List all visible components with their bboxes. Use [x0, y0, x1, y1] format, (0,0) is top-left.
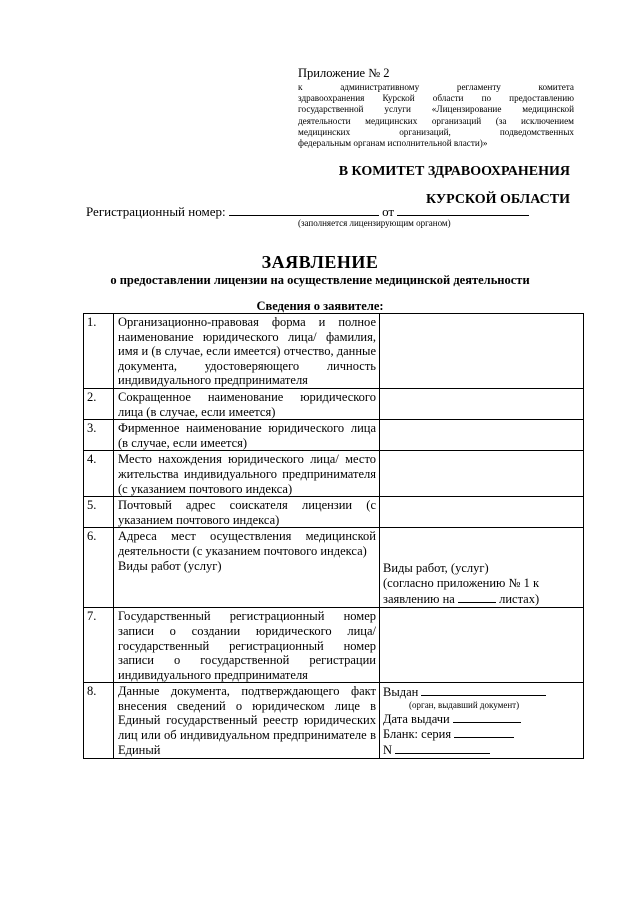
row-number: 7.: [84, 608, 114, 683]
row-number: 5.: [84, 497, 114, 528]
table-row: [84, 683, 584, 758]
work-types-note: [383, 561, 580, 607]
row-description-text: Адреса мест осуществления медицинской деятельности (с указанием почтового индекса): [118, 529, 376, 558]
form-number-label: N: [383, 743, 393, 758]
issue-date-line: [383, 711, 580, 727]
appendix-line: здравоохранения Курской области по предоставлению: [298, 93, 574, 104]
registration-number-field[interactable]: [229, 203, 379, 216]
form-number-line: [383, 742, 580, 758]
form-series-line: [383, 726, 580, 742]
table-row: [84, 420, 584, 451]
work-types-line-3: [383, 591, 580, 607]
row-number: 8.: [84, 683, 114, 758]
appendix-line: федеральным органам исполнительной власти)»: [298, 138, 488, 149]
table-row: [84, 314, 584, 389]
row-description: Фирменное наименование юридического лица (в случае, если имеется): [114, 420, 380, 451]
row-value-field[interactable]: [380, 451, 584, 497]
sheet-count-field[interactable]: [458, 591, 496, 603]
issued-note: (орган, выдавший документ): [409, 699, 520, 710]
issue-date-label: Дата выдачи: [383, 711, 450, 726]
form-series-field[interactable]: [454, 726, 514, 738]
addressee-line-2: КУРСКОЙ ОБЛАСТИ: [425, 192, 570, 207]
row-value-field[interactable]: [380, 314, 584, 389]
table-row: [84, 497, 584, 528]
appendix-line: медицинских организаций, подведомственных: [298, 126, 574, 137]
row-number: 4.: [84, 451, 114, 497]
row-description: Почтовый адрес соискателя лицензии (с указанием почтового индекса): [114, 497, 380, 528]
row-description: Место нахождения юридического лица/ место жительства индивидуального предпринимателя (с указанием почтового индекса): [114, 451, 380, 497]
row-value-field[interactable]: [380, 497, 584, 528]
row-value-field[interactable]: [380, 528, 584, 608]
registration-from-label: от: [382, 204, 395, 219]
appendix-block: [298, 66, 574, 149]
appendix-line: государственной услуги «Лицензирование медицинской: [298, 104, 574, 115]
appendix-title: Приложение № 2: [298, 66, 390, 80]
document-title: ЗАЯВЛЕНИЕ: [261, 252, 379, 272]
appendix-line: к административному регламенту комитета: [298, 82, 574, 92]
document-subtitle: о предоставлении лицензии на осуществление медицинской деятельности: [110, 273, 530, 287]
table-row: [84, 451, 584, 497]
registration-label: Регистрационный номер:: [86, 204, 226, 219]
work-types-line-1: Виды работ, (услуг): [383, 561, 489, 576]
row-number: 3.: [84, 420, 114, 451]
applicant-table: [83, 313, 584, 759]
work-types-prefix: заявлению на: [383, 592, 455, 607]
appendix-line: деятельности медицинских организаций (за исключением: [298, 115, 574, 126]
row-value-field[interactable]: [380, 608, 584, 683]
form-number-field[interactable]: [395, 742, 490, 754]
table-row: [84, 388, 584, 419]
work-types-suffix: листах): [499, 592, 540, 607]
issue-date-field[interactable]: [453, 711, 521, 723]
table-row: [84, 608, 584, 683]
row-value-field[interactable]: [380, 388, 584, 419]
issued-line: [383, 684, 580, 700]
table-row: [84, 528, 584, 608]
row-description: Сокращенное наименование юридического лица (в случае, если имеется): [114, 388, 380, 419]
registration-note: (заполняется лицензирующим органом): [298, 218, 451, 228]
issued-label: Выдан: [383, 685, 419, 700]
row-description: Данные документа, подтверждающего факт внесения сведений о юридическом лице в Единый государственный реестр юридических лиц или об индивидуальном предпринимателе в Единый: [114, 683, 380, 758]
row-value-field[interactable]: [380, 420, 584, 451]
addressee-line-1: В КОМИТЕТ ЗДРАВООХРАНЕНИЯ: [338, 164, 570, 179]
row-description: Государственный регистрационный номер записи о создании юридического лица/ государственный регистрационный номер записи о государственной регистрации индивидуального предпринимателя: [114, 608, 380, 683]
form-series-label: Бланк: серия: [383, 727, 452, 742]
work-types-line-2: (согласно приложению № 1 к: [383, 576, 540, 591]
section-heading: Сведения о заявителе:: [256, 299, 384, 313]
row-number: 6.: [84, 528, 114, 608]
row-description: [114, 528, 380, 608]
registration-date-field[interactable]: [397, 203, 529, 216]
issued-by-field[interactable]: [421, 684, 546, 696]
row-description: Организационно-правовая форма и полное наименование юридического лица/ фамилия, имя и (в случае, если имеется) отчество, данные документа, удостоверяющего личность индивидуального предпринимателя: [114, 314, 380, 389]
row-number: 1.: [84, 314, 114, 389]
row-value-field: [380, 683, 584, 758]
row-number: 2.: [84, 388, 114, 419]
row-description-extra: Виды работ (услуг): [118, 558, 222, 573]
